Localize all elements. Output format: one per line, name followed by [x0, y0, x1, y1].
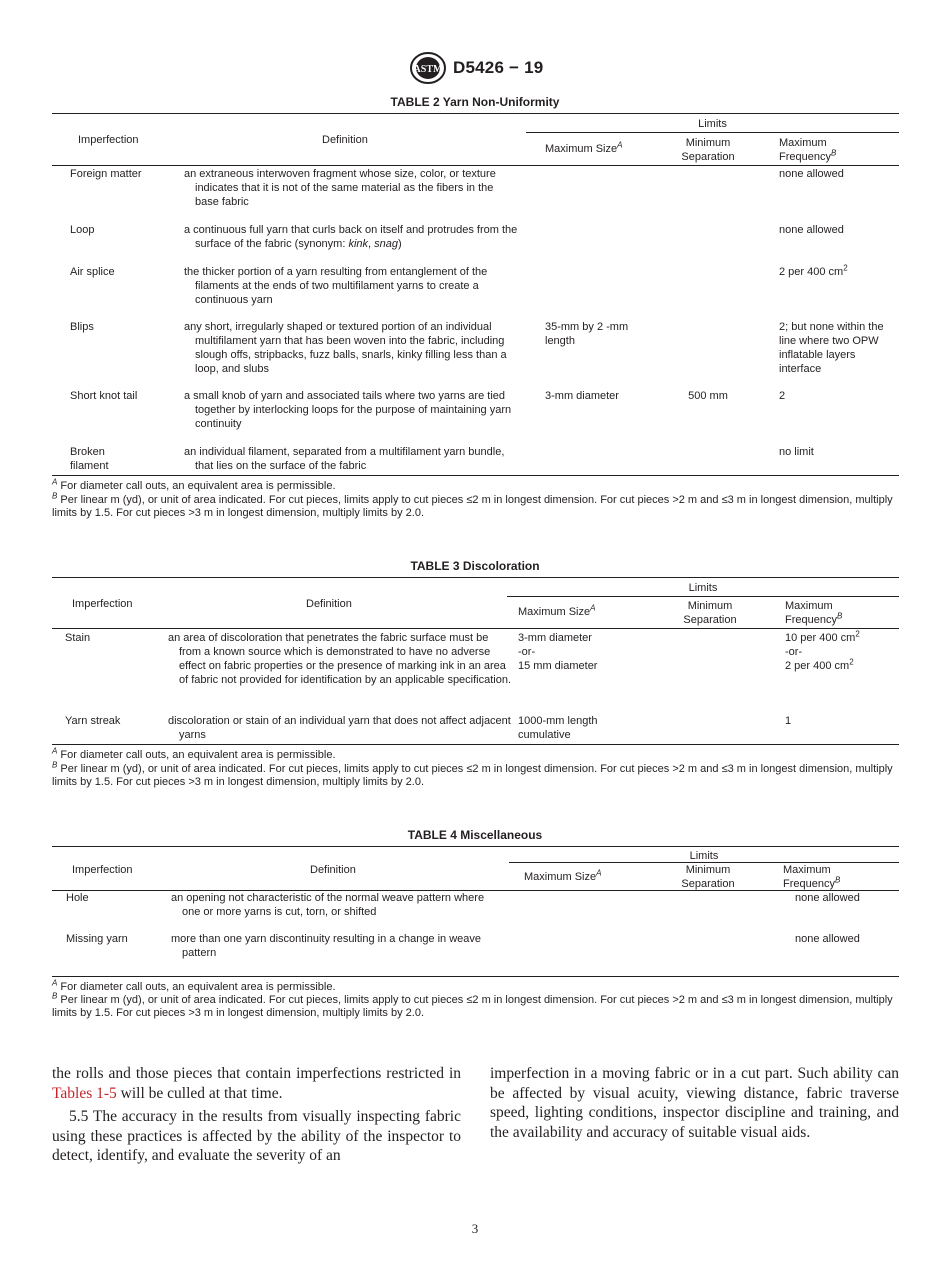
table-row-definition: an extraneous interwoven fragment whose size, color, or texture indicates that it is not of the same material as the fibers in the base fabric — [184, 168, 496, 208]
table4-footnote-a: $^A$ For diameter call outs, an equivalent area is permissible. — [52, 978, 336, 993]
table2-header-rule — [52, 165, 899, 166]
table-row-max-freq: 10 per 400 $cm^2$ -or- 2 per 400 $cm^2$ — [785, 629, 860, 672]
table-row-max-freq: none allowed — [795, 933, 860, 945]
table2-maxsize-header: Maximum Size$^A$ — [545, 140, 623, 155]
table-row-name: Missing yarn — [66, 933, 128, 945]
table-row-definition: a small knob of yarn and associated tails where two yarns are tied together by interlocking loops for the purpose of maintaining yarn continuity — [184, 390, 512, 430]
table3-limits-header: Limits — [688, 582, 718, 594]
table3-caption: TABLE 3 Discoloration — [410, 559, 540, 573]
table-row-max-freq: none allowed — [779, 168, 844, 180]
table4-definition-header: Definition — [310, 864, 356, 876]
table2-limits-header: Limits — [698, 118, 727, 130]
table-row-definition: any short, irregularly shaped or textured portion of an individual multifilament yarn that has been woven into the fabric, including slough offs, stripbacks, fuzz balls, snarls, kinky filling less than a loop, and slubs — [184, 321, 507, 375]
table3-minsep-header: Minimum Separation — [683, 600, 737, 626]
table4-top-rule — [52, 846, 899, 847]
table-row-max-freq: none allowed — [779, 224, 844, 236]
page-header — [0, 52, 950, 84]
table-row-definition: discoloration or stain of an individual yarn that does not affect adjacent yarns — [168, 715, 511, 741]
table-row-definition: an individual filament, separated from a multifilament yarn bundle, that lies on the surface of the fabric — [184, 446, 505, 472]
table-row-name: Broken filament — [70, 446, 109, 472]
table3-limits-rule — [507, 596, 899, 597]
table-row-max-size: 35-mm by 2 -mm length — [545, 321, 629, 347]
table-row-name: Short knot tail — [70, 390, 138, 402]
table2-minsep-header: Minimum Separation — [681, 137, 735, 163]
table-row-name: Air splice — [70, 266, 115, 278]
table-row-definition: the thicker portion of a yarn resulting from entanglement of the filaments at the ends of two multifilament yarns to create a continuous yarn — [184, 266, 488, 306]
table4-imperfection-header: Imperfection — [72, 864, 133, 876]
table-row-definition: an opening not characteristic of the normal weave pattern where one or more yarns is cut, torn, or shifted — [171, 892, 485, 918]
table2-bottom-rule — [52, 475, 899, 476]
table2-footnote-b: $^B$ Per linear m (yd), or unit of area indicated. For cut pieces, limits apply to cut pieces ≤2 m in longest dimension. For cut pieces >2 m and ≤3 m in longest dimension, multiply limits by 1.5. For cut pieces >3 m in longest dimension, multiply limits by 2.0. — [52, 491, 893, 519]
table-row-definition: a continuous full yarn that curls back on itself and protrudes from the surface of the fabric (synonym: kink, snag) — [184, 224, 518, 250]
table2-top-rule — [52, 113, 899, 114]
body-left-paragraph-2: 5.5 The accuracy in the results from visually inspecting fabric using these practices is affected by the ability of the inspector to detect, identify, and evaluate the severity of an — [52, 1108, 461, 1164]
table-row-name: Blips — [70, 321, 94, 333]
table-row-max-freq: 2 per 400 $cm^2$ — [779, 263, 848, 278]
table-row-name: Stain — [65, 632, 91, 644]
table-row-max-size: 3-mm diameter -or- 15 mm diameter — [518, 632, 598, 672]
table4-limits-header: Limits — [689, 850, 719, 862]
table-row-max-freq: 2; but none within the line where two OPW inflatable layers interface — [779, 321, 884, 375]
table3-footnote-a: $^A$ For diameter call outs, an equivalent area is permissible. — [52, 746, 336, 761]
table4-maxsize-header: Maximum Size$^A$ — [524, 868, 602, 883]
tables-link[interactable]: Tables 1-5 — [52, 1084, 117, 1102]
table-row-definition: an area of discoloration that penetrates the fabric surface must be from a known source which is demonstrated to have no adverse effect on fabric properties or the presence of marking ink in an area of fabric not provided for identification by an applicable specification. — [168, 632, 512, 686]
table3-imperfection-header: Imperfection — [72, 598, 133, 610]
table-row-name: Foreign matter — [70, 168, 142, 180]
body-left-paragraph-1: the rolls and those pieces that contain imperfections restricted in Tables 1-5 will be culled at that time. — [52, 1065, 461, 1102]
table4-caption: TABLE 4 Miscellaneous — [407, 828, 543, 842]
table-row-name: Loop — [70, 224, 95, 236]
table4-minsep-header: Minimum Separation — [681, 864, 735, 890]
page-number: 3 — [471, 1221, 479, 1236]
table-row-definition: more than one yarn discontinuity resulting in a change in weave pattern — [171, 933, 482, 959]
table2-definition-header: Definition — [322, 134, 368, 146]
table2-caption: TABLE 2 Yarn Non-Uniformity — [390, 95, 560, 109]
table-row-max-freq: 1 — [785, 715, 792, 727]
body-right-paragraph: imperfection in a moving fabric or in a cut part. Such ability can be affected by visual acuity, viewing distance, fabric traverse speed, lighting conditions, inspector discipline and training, and the availability and accuracy of suitable visual aids. — [490, 1065, 899, 1141]
table-row-name: Yarn streak — [65, 715, 121, 727]
table-row-max-size: 1000-mm length cumulative — [518, 715, 598, 741]
table4-footnote-b: $^B$ Per linear m (yd), or unit of area indicated. For cut pieces, limits apply to cut pieces ≤2 m in longest dimension. For cut pieces >2 m and ≤3 m in longest dimension, multiply limits by 1.5. For cut pieces >3 m in longest dimension, multiply limits by 2.0. — [52, 991, 893, 1019]
table-row-max-freq: 2 — [779, 390, 786, 402]
table2-limits-rule — [526, 132, 899, 133]
astm-logo-icon — [409, 52, 447, 84]
table-row-max-freq: no limit — [779, 446, 814, 458]
table3-maxfreq-header: Maximum Frequency$^B$ — [785, 600, 843, 626]
table3-definition-header: Definition — [306, 598, 352, 610]
table-row-name: Hole — [66, 892, 89, 904]
document-designation: D5426 − 19 — [453, 58, 544, 77]
table4-maxfreq-header: Maximum Frequency$^B$ — [783, 864, 841, 890]
table3-header-rule — [52, 628, 899, 629]
svg-text:ASTM: ASTM — [413, 64, 443, 75]
table3-footnote-b: $^B$ Per linear m (yd), or unit of area indicated. For cut pieces, limits apply to cut pieces ≤2 m in longest dimension. For cut pieces >2 m and ≤3 m in longest dimension, multiply limits by 1.5. For cut pieces >3 m in longest dimension, multiply limits by 2.0. — [52, 760, 893, 788]
table3-maxsize-header: Maximum Size$^A$ — [518, 603, 596, 618]
table2-maxfreq-header: Maximum Frequency$^B$ — [779, 137, 837, 163]
table-row-max-freq: none allowed — [795, 892, 860, 904]
table-row-max-size: 3-mm diameter — [545, 390, 619, 402]
table2-footnote-a: $^A$ For diameter call outs, an equivalent area is permissible. — [52, 477, 336, 492]
table4-bottom-rule — [52, 976, 899, 977]
table3-bottom-rule — [52, 744, 899, 745]
table2-imperfection-header: Imperfection — [78, 134, 139, 146]
table3-top-rule — [52, 577, 899, 578]
table-row-min-sep: 500 mm — [688, 390, 728, 402]
